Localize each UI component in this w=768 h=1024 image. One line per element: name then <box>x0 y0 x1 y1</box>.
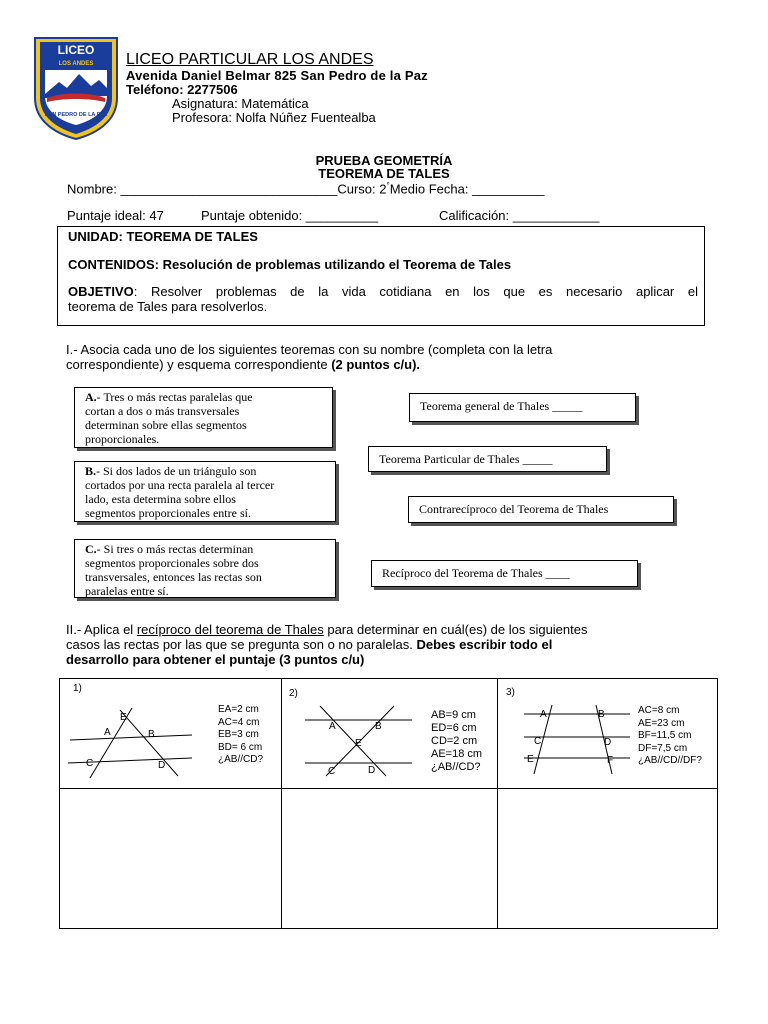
problem-1-data-bd: BD= 6 cm <box>218 741 263 753</box>
statement-b-line3: lado, esta determina sobre ellos <box>85 492 236 506</box>
problem-1-data-eb: EB=3 cm <box>218 729 259 740</box>
problem-1-number: 1) <box>73 683 82 694</box>
section2-reciprocal-link: recíproco del teorema de Thales <box>136 622 324 637</box>
problem-2-question: ¿AB//CD? <box>431 761 481 773</box>
statement-c-letter: C. <box>85 542 97 556</box>
problem-3-number: 3) <box>506 687 515 698</box>
statement-a <box>74 387 333 448</box>
problem-3-data-ac: AC=8 cm <box>638 705 680 716</box>
problem-3-label-d: D <box>604 737 612 748</box>
school-name: LICEO PARTICULAR LOS ANDES <box>126 51 374 68</box>
problem-1-question: ¿AB//CD? <box>218 754 264 765</box>
problem-3-label-f: F <box>607 755 614 766</box>
problem-1-label-b: B <box>148 729 155 740</box>
problem-3-data-ae: AE=23 cm <box>638 717 685 729</box>
objective-line2: teorema de Tales para resolverlos. <box>68 299 268 314</box>
section2-text1b: para determinar en cuál(es) de los siguientes <box>323 622 588 637</box>
statement-c-text1: - Si tres o más rectas determinan <box>96 542 254 556</box>
problem-2-label-d: D <box>368 765 376 776</box>
school-address: Avenida Daniel Belmar 825 San Pedro de la Paz <box>126 68 428 83</box>
problem-3-label-a: A <box>540 709 547 720</box>
statement-a-line4: proporcionales. <box>85 432 160 446</box>
statement-b-line4: segmentos proporcionales entre sí. <box>85 506 251 520</box>
problem-3-label-e: E <box>527 754 534 765</box>
problem-3-label-b: B <box>598 709 605 720</box>
problem-1-figure <box>62 700 202 780</box>
statement-c-line2: segmentos proporcionales sobre dos <box>85 556 259 570</box>
statement-c-line4: paralelas entre sí. <box>85 584 169 598</box>
statement-a-line3: determinan sobre ellas segmentos <box>85 418 247 432</box>
teacher: Profesora: Nolfa Núñez Fuentealba <box>172 110 376 125</box>
logo-ring-text: SAN PEDRO DE LA PAZ <box>44 112 108 118</box>
problem-2-data-cd: CD=2 cm <box>431 735 478 747</box>
problem-3-data-bf: BF=11,5 cm <box>638 730 692 741</box>
exam-title: PRUEBA GEOMETRÍA <box>315 153 453 168</box>
problem-2-label-e: E <box>355 738 362 749</box>
statement-b <box>74 461 336 522</box>
objective-line1: : Resolver problemas de la vida cotidiana en los que es necesario aplicar el <box>133 284 698 299</box>
grade-superscript: ° <box>386 181 390 190</box>
problem-1-transversal-2 <box>120 710 178 776</box>
statement-a-text1: - Tres o más rectas paralelas que <box>96 390 253 404</box>
statement-a-line2: cortan a dos o más transversales <box>85 404 240 418</box>
section2-instruction-line3: desarrollo para obtener el puntaje (3 puntos c/u) <box>66 652 365 667</box>
statement-b-line2: cortados por una recta paralela al tercer <box>85 478 275 492</box>
problem-3-question: ¿AB//CD//DF? <box>638 755 702 766</box>
score-obtained: Puntaje obtenido: __________ <box>201 208 379 223</box>
statement-b-line1 <box>85 464 325 478</box>
theorem-name-particular: Teorema Particular de Thales _____ <box>368 446 607 472</box>
table-divider-2 <box>497 678 498 929</box>
problem-2-label-a: A <box>329 721 336 732</box>
problem-1-data-ea: EA=2 cm <box>218 704 259 715</box>
exam-subtitle: TEOREMA DE TALES <box>318 166 450 181</box>
problem-1-data <box>218 704 263 767</box>
problem-3-label-c: C <box>534 736 542 747</box>
problem-3-data <box>638 705 702 768</box>
problem-2-label-c: C <box>328 766 336 777</box>
table-divider-1 <box>281 678 282 929</box>
logo-title: LICEO <box>57 43 95 57</box>
statement-b-letter: B. <box>85 464 97 478</box>
problem-2-label-b: B <box>375 721 382 732</box>
problem-2-data-ed: ED=6 cm <box>431 722 477 734</box>
problem-1-label-e: E <box>120 712 127 723</box>
section2-instruction-line1 <box>66 622 588 637</box>
school-phone: Teléfono: 2277506 <box>126 82 238 97</box>
score-ideal: Puntaje ideal: 47 <box>67 208 164 223</box>
problem-2-data <box>431 709 482 774</box>
section2-instruction-line2 <box>66 637 552 652</box>
statement-b-text1: - Si dos lados de un triángulo son <box>96 464 257 478</box>
problem-1-line-ab <box>70 735 192 740</box>
problem-2-data-ae: AE=18 cm <box>431 748 483 760</box>
unit-title: UNIDAD: TEOREMA DE TALES <box>68 229 258 244</box>
grade-field: Calificación: ____________ <box>439 208 600 223</box>
problem-2-figure <box>300 700 420 780</box>
section1-points: (2 puntos c/u). <box>331 357 421 372</box>
section2-text2b: Debes escribir todo el <box>416 637 553 652</box>
theorem-name-reciprocal: Recíproco del Teorema de Thales ____ <box>371 560 638 587</box>
problem-2-number: 2) <box>289 688 298 699</box>
table-row-divider <box>59 788 718 789</box>
problem-1-label-a: A <box>104 727 111 738</box>
theorem-name-general: Teorema general de Thales _____ <box>409 393 636 422</box>
problem-3-data-df: DF=7,5 cm <box>638 742 688 754</box>
theorem-name-contrareciprocal: Contrarecíproco del Teorema de Thales <box>408 496 674 523</box>
section1-instruction-line2 <box>66 357 420 372</box>
problem-1-label-c: C <box>86 758 94 769</box>
problem-3-figure <box>518 700 638 780</box>
statement-c-line3: transversales, entonces las rectas son <box>85 570 262 584</box>
section2-text2a: casos las rectas por las que se pregunta son o no paralelas. <box>66 637 417 652</box>
logo-subtitle: LOS ANDES <box>58 61 94 67</box>
problem-1-label-d: D <box>158 760 166 771</box>
name-course-date-line <box>67 181 544 196</box>
objective-label: OBJETIVO <box>68 284 134 299</box>
name-line-end: Medio Fecha: __________ <box>389 181 545 197</box>
section1-instruction-text: correspondiente) y esquema correspondiente <box>66 357 332 372</box>
name-line: Nombre: ______________________________Curso: 2 <box>67 181 387 197</box>
statement-c <box>74 539 336 598</box>
statement-a-letter: A. <box>85 390 97 404</box>
unit-contents: CONTENIDOS: Resolución de problemas utilizando el Teorema de Tales <box>68 257 512 272</box>
section2-text1a: II.- Aplica el <box>66 622 137 637</box>
statement-c-line1 <box>85 542 325 556</box>
subject: Asignatura: Matemática <box>172 96 309 111</box>
school-logo <box>33 36 119 140</box>
problem-2-data-ab: AB=9 cm <box>431 709 476 721</box>
statement-a-line1 <box>85 390 322 404</box>
unit-objective <box>68 284 698 299</box>
problem-1-data-ac: AC=4 cm <box>218 716 260 728</box>
section1-instruction-line1: I.- Asocia cada uno de los siguientes teoremas con su nombre (completa con la letra <box>66 342 553 357</box>
